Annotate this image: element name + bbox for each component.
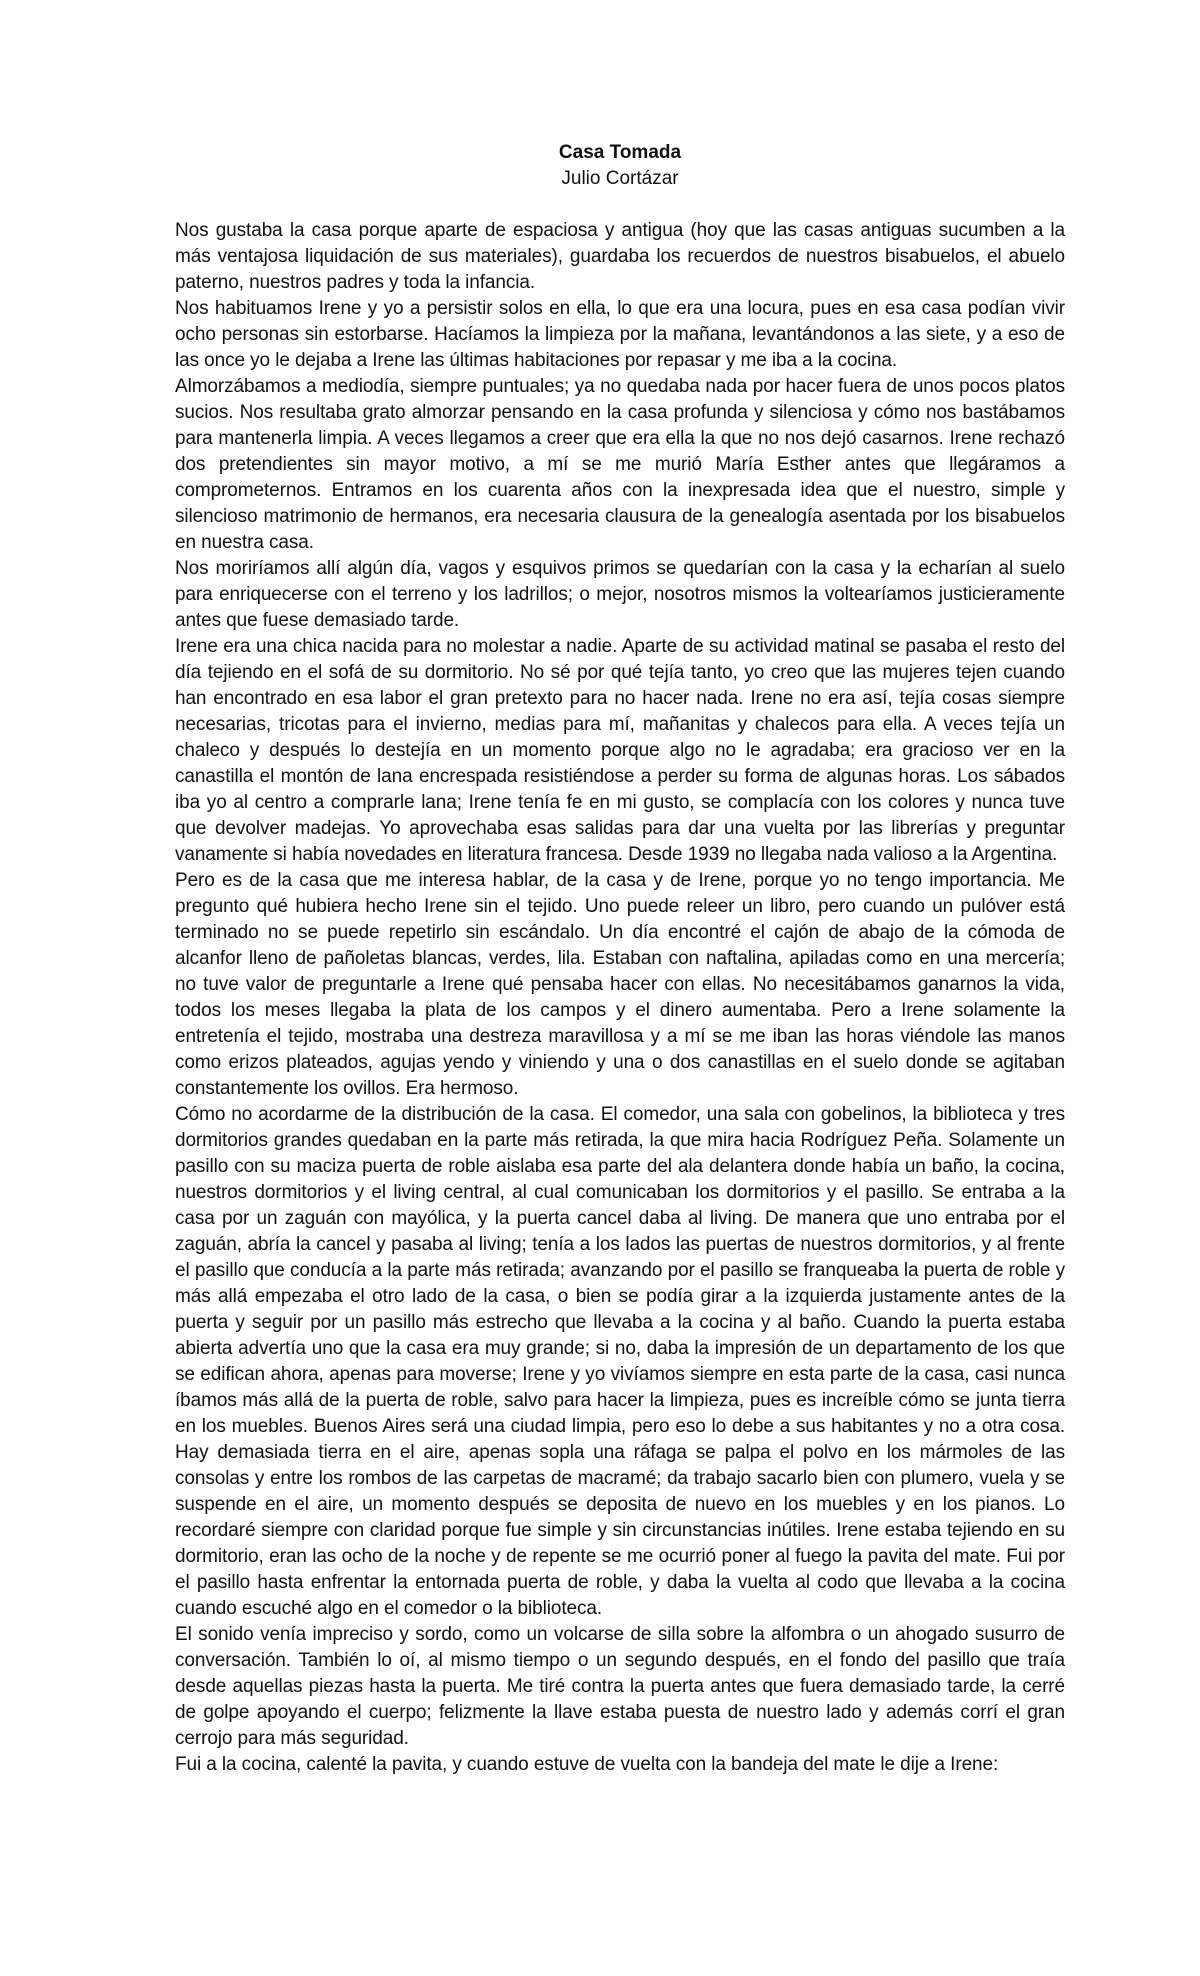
document-body [175,218,1065,1778]
paragraph: Almorzábamos a mediodía, siempre puntuales; ya no quedaba nada por hacer fuera de unos pocos platos sucios. Nos resultaba grato almorzar pensando en la casa profunda y silenciosa y cómo nos bastábamos para mantenerla limpia. A veces llegamos a creer que era ella la que no nos dejó casarnos. Irene rechazó dos pretendientes sin mayor motivo, a mí se me murió María Esther antes que llegáramos a comprometernos. Entramos en los cuarenta años con la inexpresada idea que el nuestro, simple y silencioso matrimonio de hermanos, era necesaria clausura de la genealogía asentada por los bisabuelos en nuestra casa. [175,376,1065,553]
paragraph: Nos habituamos Irene y yo a persistir solos en ella, lo que era una locura, pues en esa casa podían vivir ocho personas sin estorbarse. Hacíamos la limpieza por la mañana, levantándonos a las siete, y a eso de las once yo le dejaba a Irene las últimas habitaciones por repasar y me iba a la cocina. [175,298,1065,371]
paragraph: Fui a la cocina, calenté la pavita, y cuando estuve de vuelta con la bandeja del mate le dije a Irene: [175,1754,999,1775]
document-author: Julio Cortázar [561,168,679,189]
document-page [175,140,1065,1778]
paragraph: Cómo no acordarme de la distribución de la casa. El comedor, una sala con gobelinos, la biblioteca y tres dormitorios grandes quedaban en la parte más retirada, la que mira hacia Rodríguez Peña. Solamente un pasillo con su maciza puerta de roble aislaba esa parte del ala delantera donde había un baño, la cocina, nuestros dormitorios y el living central, al cual comunicaban los dormitorios y el pasillo. Se entraba a la casa por un zaguán con mayólica, y la puerta cancel daba al living. De manera que uno entraba por el zaguán, abría la cancel y pasaba al living; tenía a los lados las puertas de nuestros dormitorios, y al frente el pasillo que conducía a la parte más retirada; avanzando por el pasillo se franqueaba la puerta de roble y más allá empezaba el otro lado de la casa, o bien se podía girar a la izquierda justamente antes de la puerta y seguir por un pasillo más estrecho que llevaba a la cocina y al baño. Cuando la puerta estaba abierta advertía uno que la casa era muy grande; si no, daba la impresión de un departamento de los que se edifican ahora, apenas para moverse; Irene y yo vivíamos siempre en esta parte de la casa, casi nunca íbamos más allá de la puerta de roble, salvo para hacer la limpieza, pues es increíble cómo se junta tierra en los muebles. Buenos Aires será una ciudad limpia, pero eso lo debe a sus habitantes y no a otra cosa. Hay demasiada tierra en el aire, apenas sopla una ráfaga se palpa el polvo en los mármoles de las consolas y entre los rombos de las carpetas de macramé; da trabajo sacarlo bien con plumero, vuela y se suspende en el aire, un momento después se deposita de nuevo en los muebles y en los pianos. Lo recordaré siempre con claridad porque fue simple y sin circunstancias inútiles. Irene estaba tejiendo en su dormitorio, eran las ocho de la noche y de repente se me ocurrió poner al fuego la pavita del mate. Fui por el pasillo hasta enfrentar la entornada puerta de roble, y daba la vuelta al codo que llevaba a la cocina cuando escuché algo en el comedor o la biblioteca. [175,1104,1065,1619]
paragraph: Pero es de la casa que me interesa hablar, de la casa y de Irene, porque yo no tengo importancia. Me pregunto qué hubiera hecho Irene sin el tejido. Uno puede releer un libro, pero cuando un pulóver está terminado no se puede repetirlo sin escándalo. Un día encontré el cajón de abajo de la cómoda de alcanfor lleno de pañoletas blancas, verdes, lila. Estaban con naftalina, apiladas como en una mercería; no tuve valor de preguntarle a Irene qué pensaba hacer con ellas. No necesitábamos ganarnos la vida, todos los meses llegaba la plata de los campos y el dinero aumentaba. Pero a Irene solamente la entretenía el tejido, mostraba una destreza maravillosa y a mí se me iban las horas viéndole las manos como erizos plateados, agujas yendo y viniendo y una o dos canastillas en el suelo donde se agitaban constantemente los ovillos. Era hermoso. [175,870,1065,1099]
paragraph: El sonido venía impreciso y sordo, como un volcarse de silla sobre la alfombra o un ahogado susurro de conversación. También lo oí, al mismo tiempo o un segundo después, en el fondo del pasillo que traía desde aquellas piezas hasta la puerta. Me tiré contra la puerta antes que fuera demasiado tarde, la cerré de golpe apoyando el cuerpo; felizmente la llave estaba puesta de nuestro lado y además corrí el gran cerrojo para más seguridad. [175,1624,1065,1749]
paragraph: Irene era una chica nacida para no molestar a nadie. Aparte de su actividad matinal se pasaba el resto del día tejiendo en el sofá de su dormitorio. No sé por qué tejía tanto, yo creo que las mujeres tejen cuando han encontrado en esa labor el gran pretexto para no hacer nada. Irene no era así, tejía cosas siempre necesarias, tricotas para el invierno, medias para mí, mañanitas y chalecos para ella. A veces tejía un chaleco y después lo destejía en un momento porque algo no le agradaba; era gracioso ver en la canastilla el montón de lana encrespada resistiéndose a perder su forma de algunas horas. Los sábados iba yo al centro a comprarle lana; Irene tenía fe en mi gusto, se complacía con los colores y nunca tuve que devolver madejas. Yo aprovechaba esas salidas para dar una vuelta por las librerías y preguntar vanamente si había novedades en literatura francesa. Desde 1939 no llegaba nada valioso a la Argentina. [175,636,1065,865]
paragraph: Nos moriríamos allí algún día, vagos y esquivos primos se quedarían con la casa y la echarían al suelo para enriquecerse con el terreno y los ladrillos; o mejor, nosotros mismos la voltearíamos justicieramente antes que fuese demasiado tarde. [175,558,1065,631]
document-title: Casa Tomada [558,142,682,163]
paragraph: Nos gustaba la casa porque aparte de espaciosa y antigua (hoy que las casas antiguas sucumben a la más ventajosa liquidación de sus materiales), guardaba los recuerdos de nuestros bisabuelos, el abuelo paterno, nuestros padres y toda la infancia. [175,220,1065,293]
